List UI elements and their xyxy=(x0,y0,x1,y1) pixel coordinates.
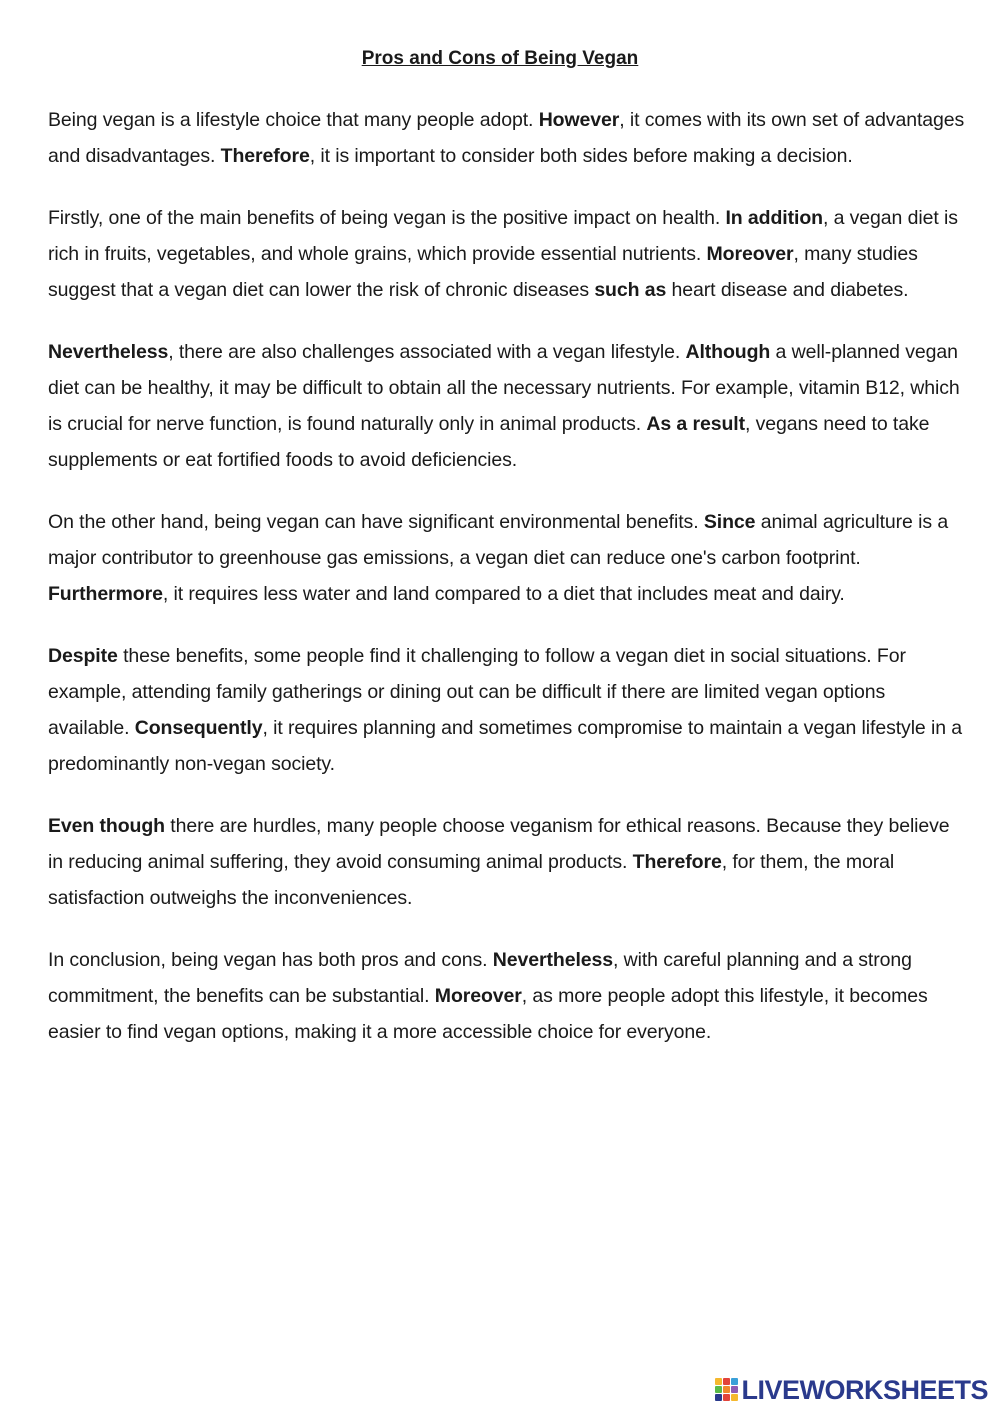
paragraph-text: heart disease and diabetes. xyxy=(666,279,909,301)
bold-connector: Therefore xyxy=(220,145,310,167)
logo-tile xyxy=(731,1386,738,1393)
paragraph xyxy=(48,200,966,308)
paragraph-text: , as more people adopt this lifestyle, it becomes easier to find vegan options, making it a more accessible choice for everyone. xyxy=(48,985,928,1043)
paragraph xyxy=(48,504,966,612)
paragraph xyxy=(48,638,966,782)
bold-connector: Although xyxy=(685,341,771,363)
paragraph xyxy=(48,942,966,1050)
logo-tile xyxy=(715,1378,722,1385)
paragraph-text: , a vegan diet is rich in fruits, vegetables, and whole grains, which provide essential nutrients. xyxy=(48,207,958,265)
paragraph xyxy=(48,334,966,478)
document-title: Pros and Cons of Being Vegan xyxy=(361,48,639,69)
logo-tile xyxy=(715,1394,722,1401)
bold-connector: Moreover xyxy=(706,243,794,265)
paragraph-text: , it requires less water and land compared to a diet that includes meat and dairy. xyxy=(162,583,845,605)
paragraph-text: Firstly, one of the main benefits of being vegan is the positive impact on health. xyxy=(48,207,726,229)
logo-tile xyxy=(723,1378,730,1385)
logo-tile xyxy=(723,1386,730,1393)
paragraph-text: , many studies suggest that a vegan diet can lower the risk of chronic diseases xyxy=(48,243,918,301)
bold-connector: such as xyxy=(594,279,667,301)
paragraph-text: Being vegan is a lifestyle choice that many people adopt. xyxy=(48,109,539,131)
bold-connector: Moreover xyxy=(434,985,522,1007)
paragraph-text: In conclusion, being vegan has both pros and cons. xyxy=(48,949,493,971)
bold-connector: Since xyxy=(703,511,756,533)
paragraph-text: On the other hand, being vegan can have significant environmental benefits. xyxy=(48,511,704,533)
paragraph-text: , it is important to consider both sides before making a decision. xyxy=(309,145,853,167)
logo-tile xyxy=(723,1394,730,1401)
bold-connector: Nevertheless xyxy=(48,341,169,363)
bold-connector: Therefore xyxy=(632,851,722,873)
paragraph-text: animal agriculture is a major contributor to greenhouse gas emissions, a vegan diet can reduce one's carbon footprint. xyxy=(48,511,949,569)
liveworksheets-logo-text: LIVEWORKSHEETS xyxy=(741,1374,988,1405)
paragraph xyxy=(48,808,966,916)
paragraph-text: , vegans need to take supplements or eat fortified foods to avoid deficiencies. xyxy=(48,413,930,471)
bold-connector: Nevertheless xyxy=(492,949,614,971)
paragraph xyxy=(48,102,966,174)
logo-tile xyxy=(731,1378,738,1385)
paragraph-text: , with careful planning and a strong commitment, the benefits can be substantial. xyxy=(48,949,912,1007)
document-body xyxy=(48,102,966,1076)
paragraph-text: there are hurdles, many people choose veganism for ethical reasons. Because they believe in reducing animal suffering, they avoid consuming animal products. xyxy=(48,815,950,873)
liveworksheets-logo-icon xyxy=(715,1378,737,1402)
paragraph-text: , there are also challenges associated with a vegan lifestyle. xyxy=(168,341,686,363)
paragraph-text: these benefits, some people find it challenging to follow a vegan diet in social situations. For example, attending family gatherings or dining out can be difficult if there are limited vegan options available. xyxy=(48,645,906,739)
paragraph-text: , it comes with its own set of advantages and disadvantages. xyxy=(48,109,965,167)
paragraph-text: , it requires planning and sometimes compromise to maintain a vegan lifestyle in a predominantly non-vegan society. xyxy=(48,717,963,775)
paragraph-text: a well-planned vegan diet can be healthy, it may be difficult to obtain all the necessary nutrients. For example, vitamin B12, which is crucial for nerve function, is found naturally only in animal products. xyxy=(48,341,960,435)
bold-connector: Furthermore xyxy=(48,583,163,605)
logo-tile xyxy=(715,1386,722,1393)
bold-connector: As a result xyxy=(646,413,745,435)
bold-connector: Despite xyxy=(48,645,118,667)
bold-connector: However xyxy=(538,109,620,131)
logo-tile xyxy=(731,1394,738,1401)
bold-connector: Even though xyxy=(48,815,165,837)
bold-connector: Consequently xyxy=(134,717,263,739)
bold-connector: In addition xyxy=(725,207,823,229)
liveworksheets-logo[interactable] xyxy=(715,1374,988,1406)
paragraph-text: , for them, the moral satisfaction outweighs the inconveniences. xyxy=(48,851,895,909)
